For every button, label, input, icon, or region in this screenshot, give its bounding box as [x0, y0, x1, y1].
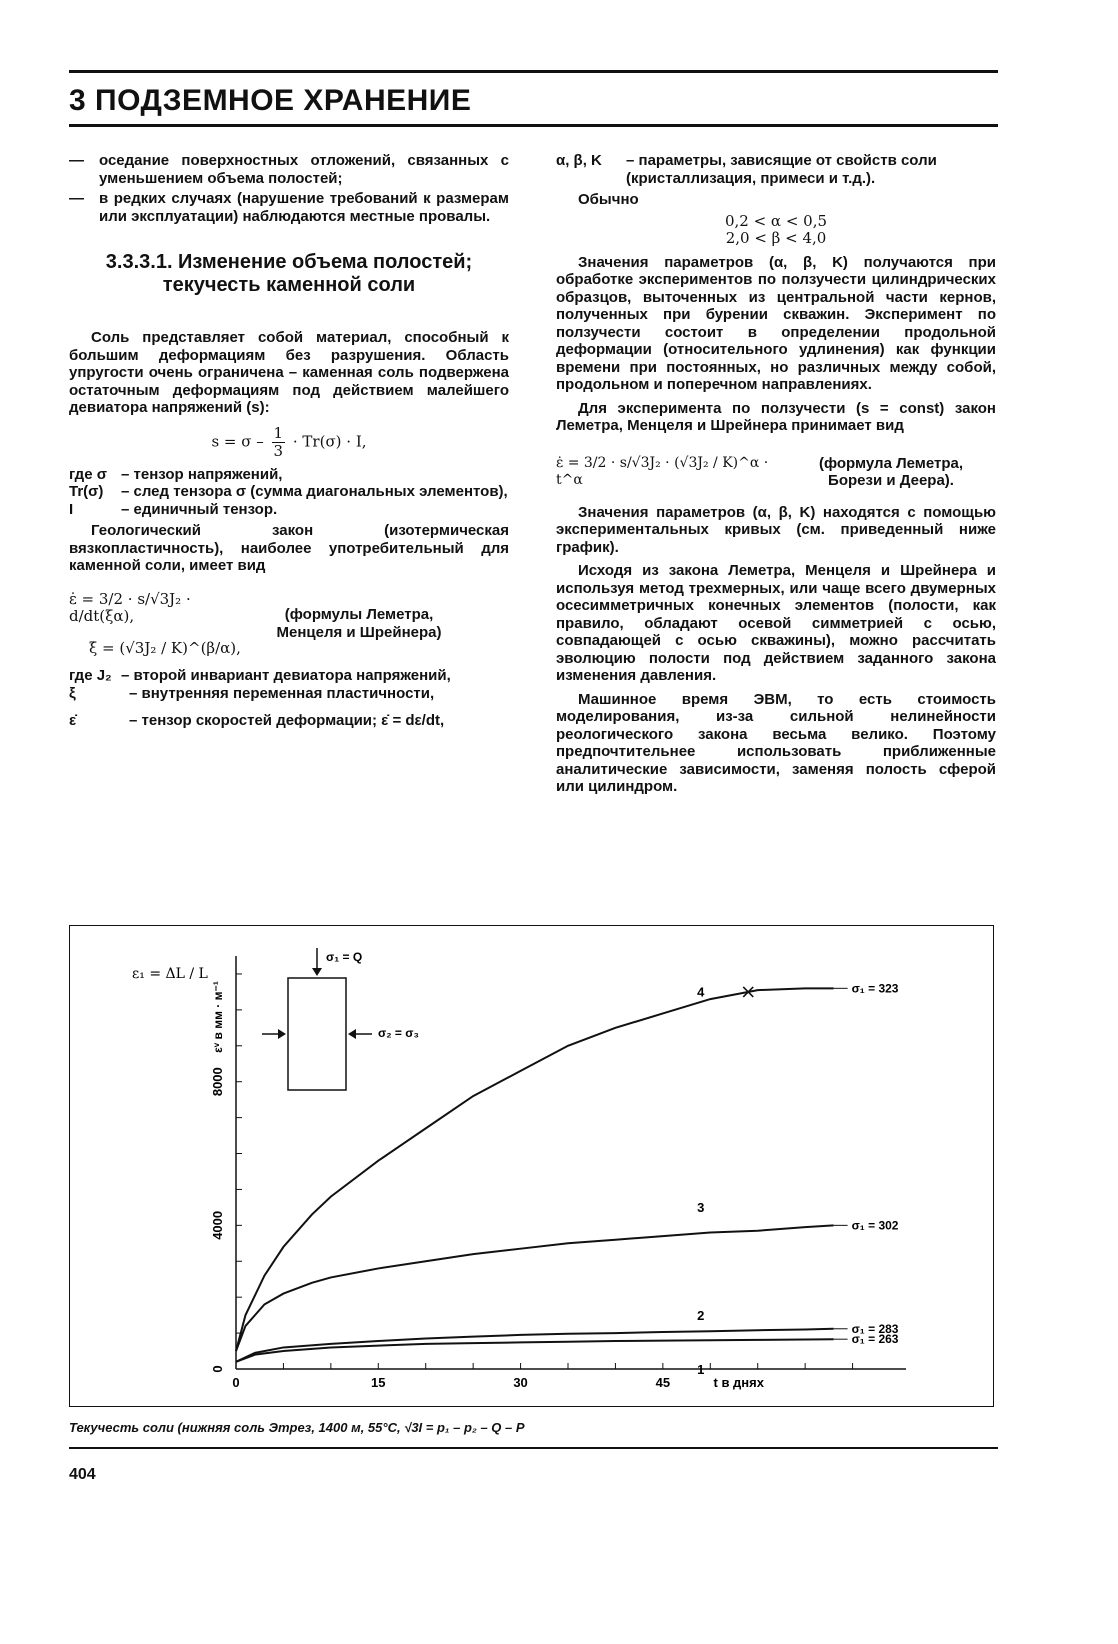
y-tick-label: 4000 — [210, 1210, 225, 1240]
bullet-text: оседание поверхностных отложений, связанных с уменьшением объема полостей; — [99, 152, 509, 187]
x-tick-label: 30 — [513, 1375, 528, 1390]
series-sigma-label: σ₁ = 263 — [851, 1332, 899, 1347]
paragraph: Значения параметров (α, β, K) получаются при обработке экспериментов по ползучести цилиндрических образцов, выточенных из центральной части кернов, полученных при бурении скважин. Эксперимент по ползучести состоит в определении продольной деформации (относительного удлинения) как функции времени при постоянных, но различных между собой, продольном и поперечном направлениях. — [556, 253, 996, 393]
right-column — [556, 152, 996, 796]
series-line-1 — [236, 1339, 834, 1362]
definition-row: где J₂ – второй инвариант девиатора напряжений, — [69, 667, 451, 684]
series-number-label: 3 — [697, 1200, 705, 1216]
chart-canvas — [70, 926, 995, 1408]
range-alpha: 0,2 < α < 0,5 — [724, 211, 828, 230]
range-beta: 2,0 < β < 4,0 — [725, 229, 827, 247]
footer-rule — [69, 1447, 998, 1449]
sigma1-label: σ₁ = Q — [326, 950, 363, 964]
paragraph: Исходя из закона Леметра, Менцеля и Шрейнера и используя метод трехмерных, или чаще всего двумерных осесимметричных конечных элементов (полости, как правило, обладают осевой симметрией с осью, совпадающей с осью скважины), можно рассчитать эволюцию полости под действием заданного закона изменения давления. — [556, 562, 996, 684]
figure-caption: Текучесть соли (нижняя соль Этрез, 1400 м, 55°C, √3I = p₁ – p₂ – Q – P — [69, 1420, 525, 1435]
y-tick-label: 0 — [210, 1365, 225, 1373]
creep-chart — [69, 925, 994, 1407]
x-tick-label: 45 — [655, 1375, 671, 1390]
sigma2-label: σ₂ = σ₃ — [378, 1026, 419, 1040]
series-line-4 — [236, 988, 834, 1351]
definition-row: где σ – тензор напряжений, — [69, 465, 283, 483]
series-number-label: 4 — [697, 984, 705, 1000]
y-axis-label: εᵛ в мм · м⁻¹ — [211, 981, 225, 1053]
arrow-head — [278, 1029, 286, 1039]
equation-creep-law: ε̇ = 3/2 · s/√3J₂ · d/dt(ξα), ξ̇ = (√3J₂ / K)^(β/α), (формулы Леметра, Менцеля и Шрейнера) — [69, 589, 442, 657]
paragraph: Геологический закон (изотермическая вязкопластичность), наиболее употребительный для каменной соли, имеет вид — [69, 522, 509, 574]
y-tick-label: 8000 — [210, 1067, 225, 1097]
equation-deviator: s = σ – $\frac{1}{3}$ · Tr(σ) · I, — [211, 423, 367, 460]
paragraph: Значения параметров (α, β, K) находятся с помощью экспериментальных кривых (см. приведенный ниже график). — [556, 503, 996, 556]
paragraph: Соль представляет собой материал, способный к большим деформациям без разрушения. Область упругости очень ограничена – каменная соль подвержена остаточным деформациям под действием малейшего девиатора напряжений (s): — [69, 329, 509, 416]
x-tick-label: 0 — [232, 1375, 240, 1390]
specimen-rect — [288, 978, 346, 1090]
bullet-item: — в редких случаях (нарушение требований к размерам или эксплуатации) наблюдаются местные провалы. — [69, 190, 509, 225]
bullet-item: — оседание поверхностных отложений, связанных с уменьшением объема полостей; — [69, 152, 509, 187]
definition-row: ξ – внутренняя переменная пластичности, — [69, 684, 435, 702]
definition-row: α, β, K – параметры, зависящие от свойств соли (кристаллизация, примеси и т.д.). — [556, 152, 937, 187]
series-sigma-label: σ₁ = 283 — [851, 1321, 899, 1336]
definition-row: ε̇ – тензор скоростей деформации; ε̇ = dε/dt, — [69, 712, 445, 729]
arrow-head — [312, 968, 322, 976]
title-rule — [69, 124, 998, 127]
equation-lemaitre: ε̇ = 3/2 · s/√3J₂ · (√3J₂ / K)^α · t^α (формула Леметра, Борези и Деера). — [556, 454, 964, 489]
x-tick-label: 15 — [371, 1375, 386, 1390]
series-sigma-label: σ₁ = 323 — [851, 981, 899, 996]
bullet-text: в редких случаях (нарушение требований к размерам или эксплуатации) наблюдаются местные провалы. — [99, 190, 509, 225]
x-axis-label: t в днях — [713, 1375, 764, 1390]
series-line-3 — [236, 1225, 834, 1351]
page-number: 404 — [69, 1466, 96, 1483]
chapter-title: 3 ПОДЗЕМНОЕ ХРАНЕНИЕ — [69, 84, 472, 117]
paragraph: Обычно — [578, 191, 639, 208]
series-line-2 — [236, 1329, 834, 1362]
arrow-head — [348, 1029, 356, 1039]
section-heading: 3.3.3.1. Изменение объема полостей; текучесть каменной соли — [105, 251, 473, 296]
left-column — [69, 152, 509, 730]
definition-row: Tr(σ) – след тензора σ (сумма диагональных элементов), — [69, 483, 508, 500]
series-number-label: 1 — [697, 1361, 705, 1377]
definition-row: I – единичный тензор. — [69, 500, 278, 518]
paragraph: Для эксперимента по ползучести (s = const) закон Леметра, Менцеля и Шрейнера принимает вид — [556, 399, 996, 434]
series-sigma-label: σ₁ = 302 — [851, 1218, 899, 1233]
strain-formula: ε₁ = ΔL / L — [132, 966, 208, 982]
series-number-label: 2 — [697, 1307, 705, 1323]
paragraph: Машинное время ЭВМ, то есть стоимость моделирования, из-за сильной нелинейности реологического закона весьма велико. Поэтому предпочтительнее использовать приближенные аналитические зависимости, заменяя полость сферой или цилиндром. — [556, 690, 996, 795]
top-rule — [69, 70, 998, 73]
